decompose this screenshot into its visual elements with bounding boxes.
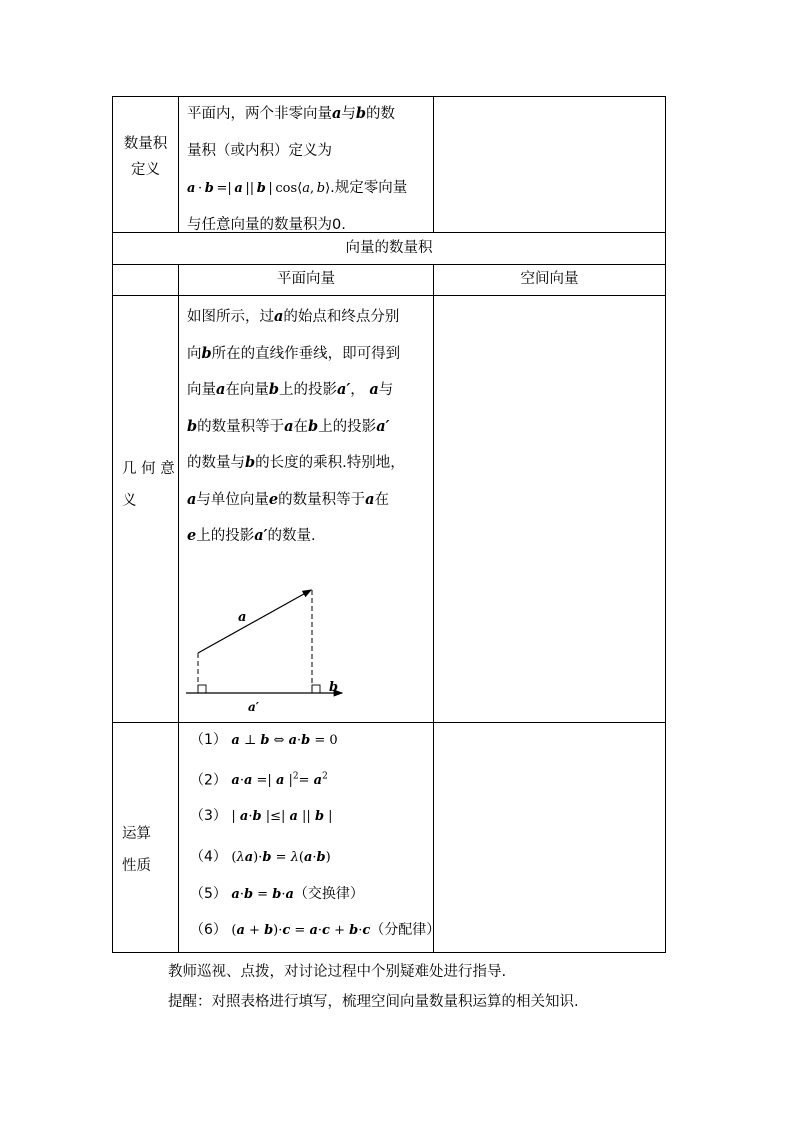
label-a-prime: a′	[248, 700, 259, 714]
row1-label-line1: 数量积	[123, 136, 168, 152]
row4-label	[122, 818, 177, 882]
def-line2: 量积（或内积）定义为	[187, 142, 332, 159]
row1-label	[113, 131, 178, 183]
row1-definition	[187, 96, 432, 244]
geo-line2: 向b所在的直线作垂线，即可得到	[187, 344, 401, 362]
property-5: （5） a·b = b·a（交换律）	[190, 886, 364, 902]
header-space-vector: 空间向量	[520, 271, 579, 287]
row3-label	[122, 453, 177, 517]
row3-label-line1: 几 何 意	[122, 461, 175, 477]
section-title: 向量的数量积	[345, 240, 433, 256]
definition-formula: a · b =| a || b | cos⟨a, b⟩	[187, 180, 331, 196]
vector-a: a	[332, 105, 342, 122]
geo-line6: a与单位向量e的数量积等于a在	[187, 490, 390, 508]
projection-diagram	[180, 575, 360, 720]
geo-line1: 如图所示，过a的始点和终点分别	[187, 308, 400, 325]
right-angle-mark-right	[312, 685, 320, 693]
vector-a-arrow	[198, 590, 311, 653]
property-3: （3） | a·b |≤| a || b |	[190, 808, 333, 824]
geo-line3: 向量a在向量b上的投影a′， a与	[187, 381, 394, 398]
property-4: （4） (λa)·b = λ(a·b)	[190, 849, 331, 865]
footer-line2: 提醒：对照表格进行填写，梳理空间向量数量积运算的相关知识.	[168, 994, 579, 1010]
right-angle-mark-left	[198, 685, 206, 693]
geo-line7: e上的投影a′的数量.	[187, 527, 316, 544]
property-6: （6） (a + b)·c = a·c + b·c（分配律）	[190, 922, 441, 938]
def-line4: 与任意向量的数量积为0.	[187, 217, 346, 234]
property-2: （2） a·a =| a $|^2= a^2$	[190, 772, 328, 789]
def-line1: 平面内，两个非零向量a与b的数	[187, 105, 396, 122]
def-line3: a · b =| a || b | cos⟨a, b⟩.规定零向量	[187, 179, 408, 196]
row4-label-line1: 运算	[122, 826, 151, 842]
row1-label-line2: 定义	[131, 162, 160, 178]
geometric-meaning-text	[187, 299, 432, 555]
row3-label-line2: 义	[122, 493, 137, 509]
footer-line1: 教师巡视、点拨，对讨论过程中个别疑难处进行指导.	[168, 964, 507, 980]
label-b: b	[329, 680, 339, 695]
geo-line4: b的数量积等于a在b上的投影a′	[187, 417, 390, 435]
vector-b: b	[355, 105, 367, 122]
row4-label-line2: 性质	[122, 858, 151, 874]
header-plane-vector: 平面向量	[277, 271, 335, 287]
property-1: （1） a ⊥ b ⇔ a·b = 0	[190, 732, 338, 748]
geo-line5: 的数量与b的长度的乘积.特别地，	[187, 454, 405, 471]
label-a: a	[238, 610, 247, 625]
